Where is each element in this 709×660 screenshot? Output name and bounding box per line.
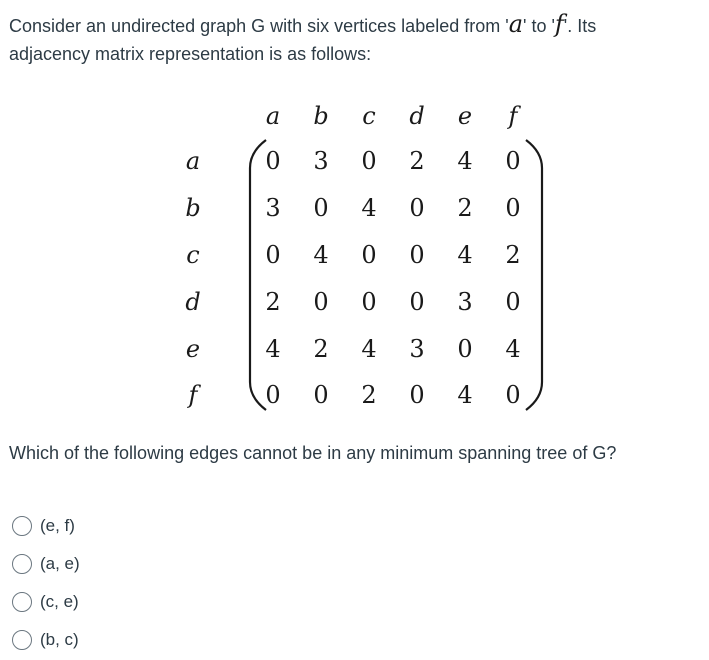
matrix-cell: 3: [409, 335, 425, 363]
matrix-cell: 3: [313, 147, 329, 175]
matrix-cell: 0: [313, 288, 329, 316]
vertex-a-symbol: a: [508, 10, 523, 38]
matrix-cell: 0: [505, 194, 521, 222]
matrix-row-label: b: [185, 194, 201, 222]
matrix-cell: 0: [265, 241, 281, 269]
matrix-cell: 4: [313, 241, 329, 269]
question-line1-end: '. Its: [563, 16, 597, 36]
matrix-cell: 0: [265, 147, 281, 175]
matrix-cell: 0: [265, 381, 281, 409]
choice-label: (b, c): [40, 630, 79, 649]
matrix-row-label: d: [185, 288, 201, 316]
matrix-cell: 3: [457, 288, 473, 316]
matrix-cell: 4: [457, 241, 473, 269]
matrix-cell: 0: [409, 194, 425, 222]
choice-b-c[interactable]: [12, 621, 80, 659]
matrix-cell: 0: [313, 194, 329, 222]
radio-button[interactable]: [12, 516, 32, 536]
matrix-cell: 2: [409, 147, 425, 175]
question-line1-mid: ' to ': [523, 16, 555, 36]
question-line2: adjacency matrix representation is as follows:: [9, 44, 372, 64]
matrix-cell: 2: [265, 288, 281, 316]
matrix-cell: 0: [361, 147, 377, 175]
matrix-cell: 0: [505, 147, 521, 175]
matrix-cell: 4: [361, 194, 377, 222]
choice-e-f[interactable]: [12, 507, 80, 545]
matrix-cell: 2: [457, 194, 473, 222]
matrix-cell: 2: [361, 381, 377, 409]
matrix-row-label: a: [185, 147, 201, 175]
matrix-cell: 4: [457, 381, 473, 409]
right-parenthesis: [522, 138, 546, 412]
vertex-f-symbol: f: [554, 10, 564, 38]
matrix-column-label: a: [265, 102, 281, 130]
matrix-row-label: e: [185, 335, 201, 363]
matrix-cell: 4: [265, 335, 281, 363]
choice-a-e[interactable]: [12, 545, 80, 583]
matrix-cell: 0: [313, 381, 329, 409]
matrix-column-label: f: [508, 102, 518, 130]
matrix-cell: 4: [457, 147, 473, 175]
matrix-column-label: d: [409, 102, 425, 130]
question-prompt: Which of the following edges cannot be in any minimum spanning tree of G?: [9, 443, 617, 463]
matrix-cell: 0: [409, 241, 425, 269]
matrix-column-label: c: [362, 102, 376, 130]
matrix-cell: 4: [361, 335, 377, 363]
matrix-row-label: f: [188, 381, 198, 409]
radio-button[interactable]: [12, 630, 32, 650]
question-line1-start: Consider an undirected graph G with six vertices labeled from ': [9, 16, 509, 36]
matrix-cell: 3: [265, 194, 281, 222]
choice-label: (a, e): [40, 554, 80, 573]
matrix-cell: 4: [505, 335, 521, 363]
choice-c-e[interactable]: [12, 583, 80, 621]
matrix-cell: 0: [409, 381, 425, 409]
matrix-cell: 0: [457, 335, 473, 363]
matrix-column-label: e: [457, 102, 473, 130]
choice-label: (e, f): [40, 516, 75, 535]
left-parenthesis: [246, 138, 270, 412]
matrix-cell: 0: [409, 288, 425, 316]
matrix-cell: 2: [313, 335, 329, 363]
matrix-column-label: b: [313, 102, 329, 130]
radio-button[interactable]: [12, 592, 32, 612]
matrix-cell: 0: [361, 241, 377, 269]
answer-choices: [12, 507, 80, 659]
matrix-cell: 0: [505, 381, 521, 409]
matrix-cell: 0: [505, 288, 521, 316]
matrix-cell: 2: [505, 241, 521, 269]
matrix-row-label: c: [186, 241, 200, 269]
choice-label: (c, e): [40, 592, 79, 611]
matrix-cell: 0: [361, 288, 377, 316]
radio-button[interactable]: [12, 554, 32, 574]
